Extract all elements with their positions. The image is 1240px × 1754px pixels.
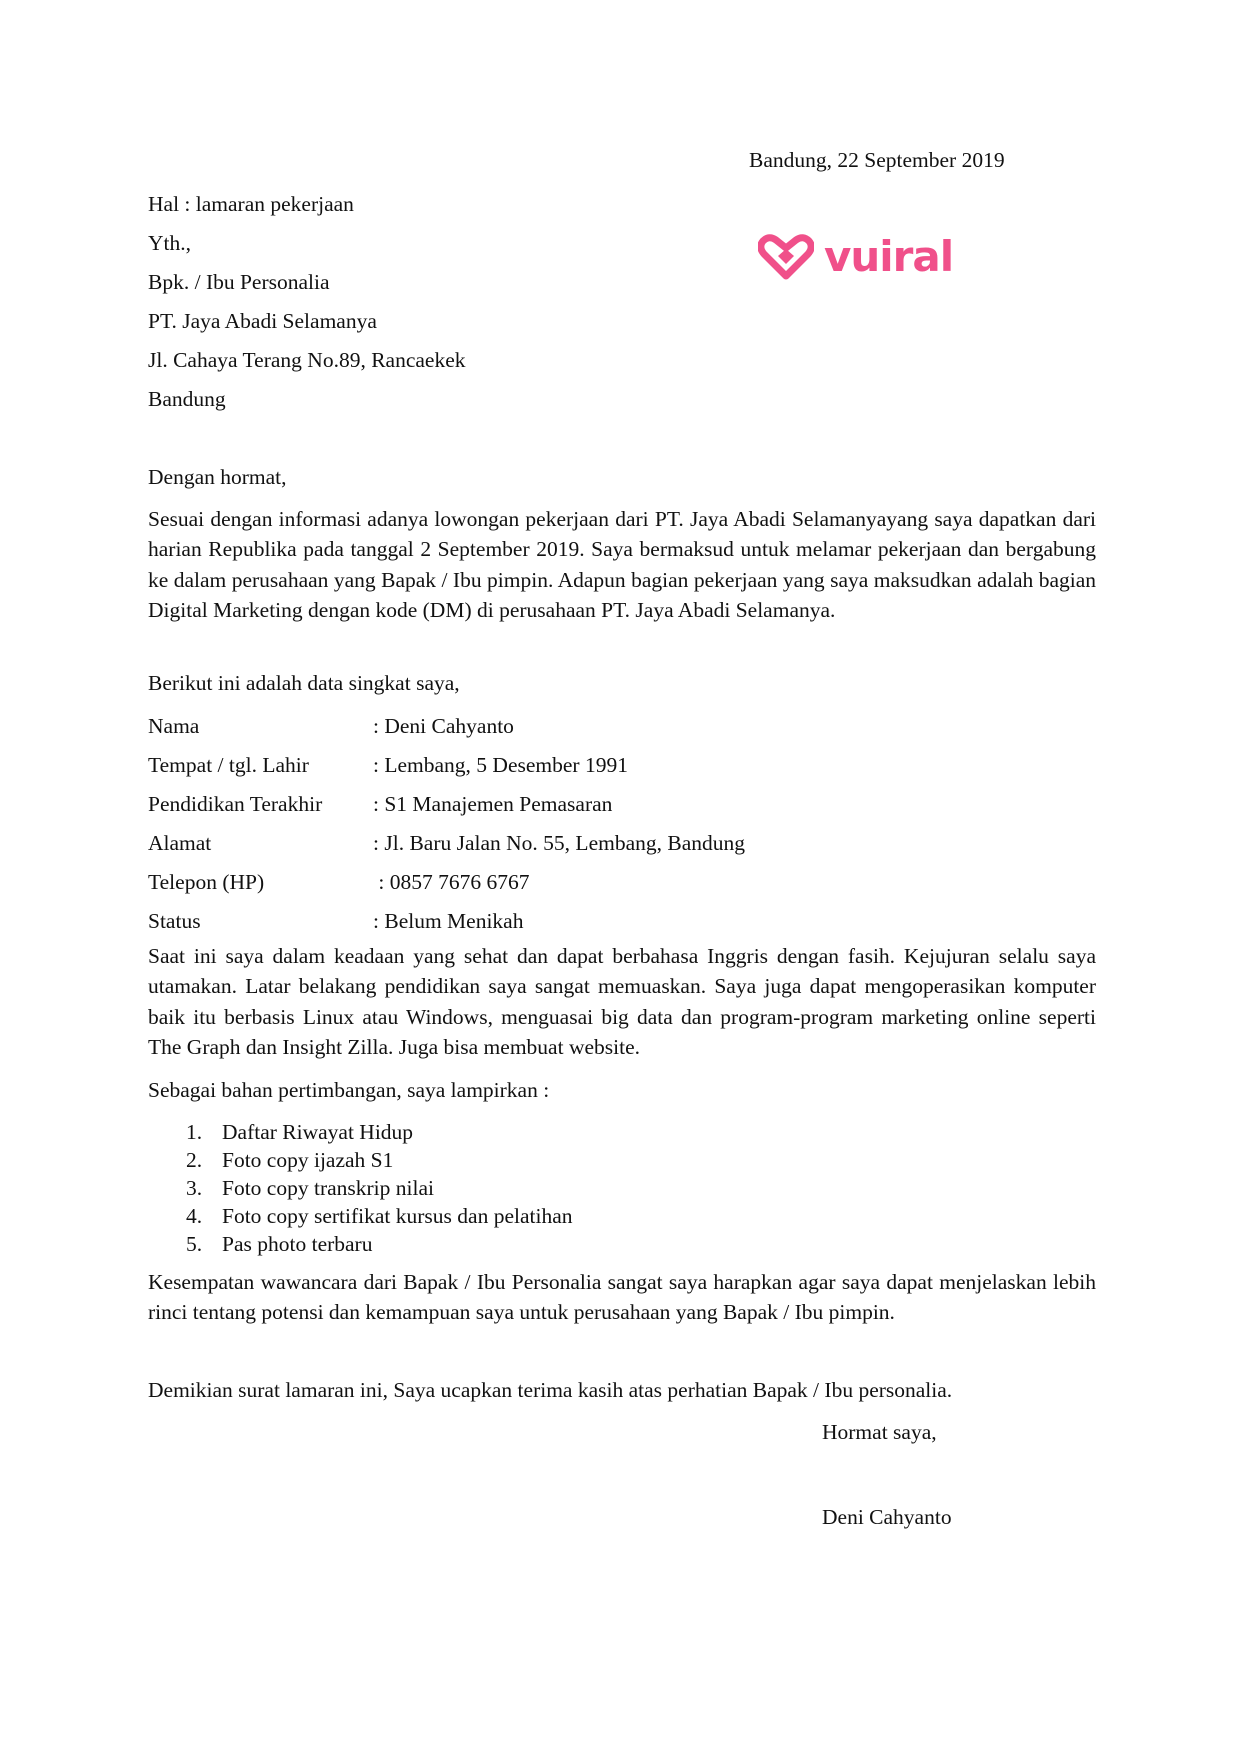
list-number: 1. bbox=[186, 1120, 203, 1144]
closing-sentence: Demikian surat lamaran ini, Saya ucapkan terima kasih atas perhatian Bapak / Ibu personalia. bbox=[148, 1378, 953, 1402]
data-label: Telepon (HP) bbox=[148, 870, 265, 894]
data-intro: Berikut ini adalah data singkat saya, bbox=[148, 671, 460, 695]
attachments-intro: Sebagai bahan pertimbangan, saya lampirkan : bbox=[148, 1078, 550, 1102]
data-value: : Lembang, 5 Desember 1991 bbox=[373, 753, 628, 777]
data-label: Status bbox=[148, 909, 201, 933]
list-number: 2. bbox=[186, 1148, 203, 1172]
letter-subject: Hal : lamaran pekerjaan bbox=[148, 192, 354, 216]
data-value: : S1 Manajemen Pemasaran bbox=[373, 792, 613, 816]
data-value: : Jl. Baru Jalan No. 55, Lembang, Bandung bbox=[373, 831, 746, 855]
paragraph-intro: Sesuai dengan informasi adanya lowongan pekerjaan dari PT. Jaya Abadi Selamanyayang saya dapatkan dari harian Republika pada tanggal 2 September 2019. Saya bermaksud untuk melamar pekerjaan dan bergabung ke dalam perusahaan yang Bapak / Ibu pimpin. Adapun bagian pekerjaan yang saya maksudkan adalah bagian Digital Marketing dengan kode (DM) di perusahaan PT. Jaya Abadi Selamanya. bbox=[148, 507, 1096, 622]
logo-text: vuiral bbox=[824, 232, 954, 281]
data-value: : Deni Cahyanto bbox=[373, 714, 514, 738]
data-label: Nama bbox=[148, 714, 200, 738]
heart-icon bbox=[758, 234, 814, 280]
recipient-line: Yth., bbox=[148, 231, 191, 255]
list-text: Daftar Riwayat Hidup bbox=[222, 1120, 414, 1144]
closing: Hormat saya, bbox=[822, 1420, 937, 1444]
letter-date: Bandung, 22 September 2019 bbox=[749, 148, 1005, 172]
list-text: Foto copy transkrip nilai bbox=[222, 1176, 434, 1200]
list-text: Foto copy sertifikat kursus dan pelatihan bbox=[222, 1204, 573, 1228]
paragraph-qualifications: Saat ini saya dalam keadaan yang sehat dan dapat berbahasa Inggris dengan fasih. Kejujuran selalu saya utamakan. Latar belakang pendidikan saya sangat memuaskan. Saya juga dapat mengoperasikan komputer baik itu berbasis Linux atau Windows, menguasai big data dan program-program marketing online seperti The Graph dan Insight Zilla. Juga bisa membuat website. bbox=[148, 944, 1096, 1059]
vuiral-logo bbox=[758, 232, 954, 282]
paragraph-interview: Kesempatan wawancara dari Bapak / Ibu Personalia sangat saya harapkan agar saya dapat menjelaskan lebih rinci tentang potensi dan kemampuan saya untuk perusahaan yang Bapak / Ibu pimpin. bbox=[148, 1270, 1096, 1325]
data-label: Pendidikan Terakhir bbox=[148, 792, 323, 816]
signature-name: Deni Cahyanto bbox=[822, 1505, 952, 1529]
data-value: : Belum Menikah bbox=[373, 909, 524, 933]
list-number: 5. bbox=[186, 1232, 203, 1256]
salutation: Dengan hormat, bbox=[148, 465, 287, 489]
recipient-line: Jl. Cahaya Terang No.89, Rancaekek bbox=[148, 348, 466, 372]
list-text: Pas photo terbaru bbox=[222, 1232, 373, 1256]
data-label: Alamat bbox=[148, 831, 212, 855]
list-number: 3. bbox=[186, 1176, 203, 1200]
data-label: Tempat / tgl. Lahir bbox=[148, 753, 309, 777]
list-number: 4. bbox=[186, 1204, 203, 1228]
recipient-line: Bpk. / Ibu Personalia bbox=[148, 270, 330, 294]
data-value: : 0857 7676 6767 bbox=[373, 870, 530, 894]
recipient-line: Bandung bbox=[148, 387, 226, 411]
list-text: Foto copy ijazah S1 bbox=[222, 1148, 394, 1172]
recipient-line: PT. Jaya Abadi Selamanya bbox=[148, 309, 377, 333]
